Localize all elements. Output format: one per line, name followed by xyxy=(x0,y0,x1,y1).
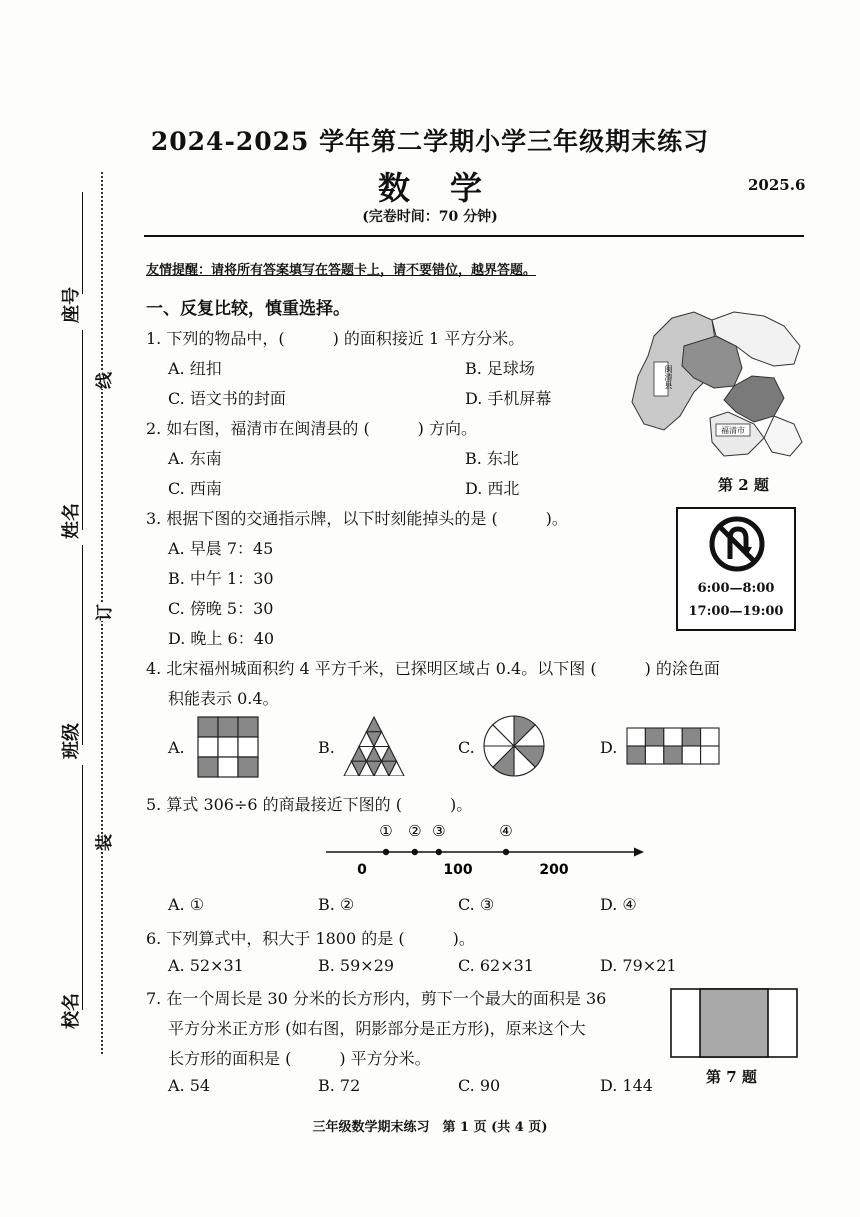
sign-time-1: 6:00—8:00 xyxy=(697,581,775,596)
map-label-minqing: 闽清县 xyxy=(649,365,673,374)
number-line-point-label: ③ xyxy=(432,822,446,840)
q6-option-c: C. 62×31 xyxy=(458,956,534,975)
number-line-tick-label: 0 xyxy=(357,862,367,878)
number-line-point xyxy=(412,849,418,855)
q5-number-line xyxy=(320,816,650,882)
q6-option-d: D. 79×21 xyxy=(600,956,677,975)
school-label: 校名 xyxy=(61,993,82,1029)
q7-option-c: C. 90 xyxy=(458,1076,501,1095)
binding-word-bind: 装 xyxy=(90,834,115,851)
q5-option-d: D. ④ xyxy=(600,895,637,914)
subject-title: 数学 xyxy=(377,169,522,207)
number-line-tick-label: 200 xyxy=(539,862,569,878)
question-7-line3: 长方形的面积是 ( ) 平方分米。 xyxy=(168,1049,431,1068)
q4-option-c-label: C. xyxy=(458,738,475,757)
q1-option-d: D. 手机屏幕 xyxy=(465,389,552,408)
q4-figure-b-triangle xyxy=(343,716,405,776)
reminder-note: 友情提醒：请将所有答案填写在答题卡上，请不要错位，越界答题。 xyxy=(146,263,537,278)
fujian-map-figure xyxy=(624,306,808,472)
field-line-class xyxy=(82,545,83,745)
q4-figure-a-grid xyxy=(197,716,259,778)
q6-option-b: B. 59×29 xyxy=(318,956,395,975)
number-line-point xyxy=(436,849,442,855)
number-line-point-label: ① xyxy=(379,822,393,840)
q7-option-b: B. 72 xyxy=(318,1076,361,1095)
figure-7-caption: 第 7 题 xyxy=(706,1068,757,1086)
question-7-line2: 平方分米正方形 (如右图，阴影部分是正方形)，原来这个大 xyxy=(168,1019,586,1038)
traffic-sign xyxy=(676,507,796,631)
binding-word-line: 线 xyxy=(90,372,115,389)
question-7-line1: 7. 在一个周长是 30 分米的长方形内，剪下一个最大的面积是 36 xyxy=(146,989,607,1008)
q1-option-b: B. 足球场 xyxy=(465,359,535,378)
q3-option-b: B. 中午 1：30 xyxy=(168,569,274,588)
header-rule xyxy=(144,235,804,237)
number-line-point-label: ② xyxy=(408,822,422,840)
question-5: 5. 算式 306÷6 的商最接近下图的 ( )。 xyxy=(146,795,473,814)
q2-option-a: A. 东南 xyxy=(168,449,222,468)
q2-option-d: D. 西北 xyxy=(465,479,520,498)
seat-number-label: 座号 xyxy=(61,287,82,323)
q4-option-a-label: A. xyxy=(168,738,185,757)
q1-option-a: A. 纽扣 xyxy=(168,359,222,378)
q3-option-d: D. 晚上 6：40 xyxy=(168,629,275,648)
q5-option-a: A. ① xyxy=(168,895,205,914)
exam-title: 2024-2025 学年第二学期小学三年级期末练习 xyxy=(150,127,710,156)
q7-option-a: A. 54 xyxy=(168,1076,211,1095)
section-heading: 一、反复比较，慎重选择。 xyxy=(146,299,350,319)
field-line-school xyxy=(82,765,83,1010)
binding-word-staple: 订 xyxy=(90,604,115,621)
no-u-turn-icon xyxy=(708,515,766,573)
q4-figure-c-circle xyxy=(482,714,546,778)
class-label: 班级 xyxy=(61,723,82,759)
shaded-square xyxy=(700,989,768,1057)
question-2: 2. 如右图，福清市在闽清县的 ( ) 方向。 xyxy=(146,419,478,438)
number-line-tick-label: 100 xyxy=(443,862,473,878)
q5-option-b: B. ② xyxy=(318,895,355,914)
q4-option-b-label: B. xyxy=(318,738,335,757)
number-line-point xyxy=(383,849,389,855)
q5-option-c: C. ③ xyxy=(458,895,495,914)
q6-option-a: A. 52×31 xyxy=(168,956,244,975)
question-4-line2: 积能表示 0.4。 xyxy=(168,689,279,708)
number-line-point xyxy=(503,849,509,855)
number-line-point-label: ④ xyxy=(499,822,513,840)
exam-date: 2025.6 xyxy=(748,176,806,194)
map-label-fuqing: 福清市 xyxy=(721,426,745,435)
question-1: 1. 下列的物品中，( ) 的面积接近 1 平方分米。 xyxy=(146,329,525,348)
question-3: 3. 根据下图的交通指示牌，以下时刻能掉头的是 ( )。 xyxy=(146,509,568,528)
time-note: (完卷时间：70 分钟) xyxy=(362,209,498,225)
q7-option-d: D. 144 xyxy=(600,1076,653,1095)
question-4-line1: 4. 北宋福州城面积约 4 平方千米，已探明区域占 0.4。以下图 ( ) 的涂色面 xyxy=(146,659,720,678)
q7-rectangle-figure xyxy=(670,988,798,1058)
name-label: 姓名 xyxy=(61,503,82,539)
page-footer: 三年级数学期末练习 第 1 页 (共 4 页) xyxy=(312,1120,548,1135)
q3-option-a: A. 早晨 7：45 xyxy=(168,539,274,558)
q2-option-c: C. 西南 xyxy=(168,479,222,498)
q2-option-b: B. 东北 xyxy=(465,449,519,468)
figure-2-caption: 第 2 题 xyxy=(718,476,769,494)
q1-option-c: C. 语文书的封面 xyxy=(168,389,286,408)
q4-option-d-label: D. xyxy=(600,738,618,757)
question-6: 6. 下列算式中，积大于 1800 的是 ( )。 xyxy=(146,929,475,948)
field-line-name xyxy=(82,330,83,530)
sign-time-2: 17:00—19:00 xyxy=(688,604,784,619)
q3-option-c: C. 傍晚 5：30 xyxy=(168,599,274,618)
q4-figure-d-strip xyxy=(626,727,720,765)
